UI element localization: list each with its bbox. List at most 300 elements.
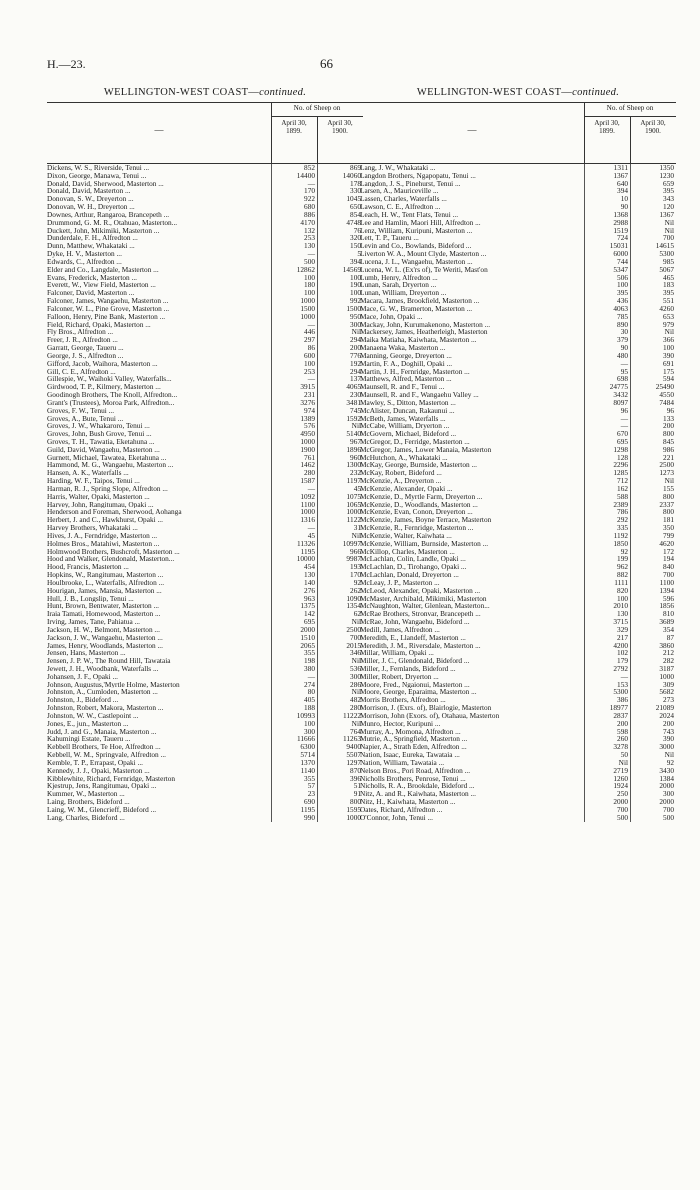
owner-name: McLeay, J. P., Masterton ... <box>360 578 440 587</box>
owner-name: Leach, H. W., Tent Flats, Tenui ... <box>360 210 459 219</box>
page-reference: H.—23. <box>47 57 86 71</box>
page-number: 66 <box>320 56 333 71</box>
owner-name: Dixon, George, Manawa, Tenui ... <box>47 171 147 180</box>
sheep-1900: 869 <box>350 163 361 172</box>
sheep-1900: 1045 <box>346 194 361 204</box>
sheep-1900: 194 <box>663 554 674 564</box>
owner-name: Guild, David, Wangaehu, Masterton ... <box>47 445 160 454</box>
table-row <box>360 782 676 790</box>
sheep-1899: 820 <box>617 585 628 595</box>
table-row <box>47 642 363 650</box>
owner-name: Hood, Francis, Masterton ... <box>47 563 129 572</box>
sheep-1900: 309 <box>663 679 674 689</box>
table-row <box>47 516 363 524</box>
table-row <box>360 735 676 743</box>
owner-name: Downes, Arthur, Rangaroa, Brancepeth ... <box>47 210 170 219</box>
sheep-1899: 130 <box>304 241 315 251</box>
table-row <box>360 430 676 438</box>
table-row <box>47 250 363 258</box>
sheep-1900: 3187 <box>659 664 674 673</box>
sheep-1900: 745 <box>350 405 361 415</box>
sheep-1899: 786 <box>617 507 628 517</box>
sheep-1900: 1065 <box>346 499 361 509</box>
left-rows <box>47 164 363 822</box>
owner-name: McBeth, James, Waterfalls ... <box>360 414 446 423</box>
sheep-1899: 1298 <box>613 444 628 454</box>
sheep-1900: 985 <box>663 256 674 266</box>
sheep-1899: 1316 <box>300 515 315 525</box>
sheep-1900: 221 <box>663 452 674 462</box>
owner-name: Maunsell, R. and F., Wangaehu Valley ... <box>360 391 479 399</box>
sheep-1900: 1197 <box>346 476 361 486</box>
sheep-1900: 286 <box>350 679 361 689</box>
sheep-1899: 886 <box>304 209 315 219</box>
sheep-1900: 845 <box>663 436 674 446</box>
sheep-1900: 2000 <box>659 781 674 791</box>
sheep-1900: 181 <box>663 515 674 525</box>
owner-name: Iraia Tamati, Homewood, Masterton ... <box>47 610 161 619</box>
sheep-1899: 695 <box>304 617 315 627</box>
sheep-1899: 990 <box>304 812 315 822</box>
table-row <box>47 180 363 188</box>
table-row <box>47 688 363 696</box>
sheep-1900: 262 <box>350 585 361 595</box>
sheep-1899: 1370 <box>300 757 315 767</box>
table-row <box>47 321 363 329</box>
table-row <box>360 555 676 563</box>
owner-name: Henderson and Foreman, Sherwood, Aohanga <box>47 508 182 517</box>
owner-name: Medill, James, Alfredton ... <box>360 625 440 634</box>
sheep-1899: 23 <box>307 789 315 799</box>
owner-name: Johansen, J. F., Opaki ... <box>47 672 118 681</box>
sheep-1899: 292 <box>617 515 628 525</box>
sheep-1899: 15031 <box>609 241 628 251</box>
table-row <box>360 195 676 203</box>
sheep-1900: 4620 <box>659 538 674 548</box>
owner-name: Harvey Brothers, Whakataki ... <box>47 524 138 532</box>
table-row <box>47 782 363 790</box>
owner-name: Laing, Brothers, Bideford ... <box>47 798 130 806</box>
sheep-1900: Nil <box>351 617 361 627</box>
table-row <box>47 289 363 297</box>
table-row <box>360 477 676 485</box>
sheep-1900: 966 <box>350 546 361 556</box>
table-row <box>360 407 676 415</box>
table-row <box>360 227 676 235</box>
table-row <box>47 532 363 540</box>
sheep-1899: 8097 <box>613 397 628 407</box>
table-row <box>360 634 676 642</box>
sheep-1899: — <box>307 374 315 384</box>
sheep-1900: 870 <box>350 765 361 775</box>
sheep-1900: Nil <box>351 718 361 728</box>
owner-name: Napier, A., Strath Eden, Alfredton ... <box>360 743 467 752</box>
sheep-1899: 2296 <box>613 460 628 470</box>
table-row <box>360 415 676 423</box>
sheep-1900: 155 <box>663 483 674 493</box>
sheep-1899: 852 <box>304 163 315 172</box>
sheep-1900: 810 <box>663 609 674 619</box>
table-row <box>47 587 363 595</box>
owner-name: Nicholls Brothers, Penrose, Tenui ... <box>360 774 466 783</box>
sheep-1900: Nil <box>664 217 674 227</box>
owner-name: Hood and Walker, Glendonald, Masterton... <box>47 555 175 564</box>
sheep-1899: 3278 <box>613 742 628 752</box>
table-row <box>360 540 676 548</box>
owner-name: Everett, W., View Field, Masterton ... <box>47 281 156 290</box>
owner-name: Meredith, E., Llandeff, Masterton ... <box>360 633 466 642</box>
table-row <box>360 485 676 493</box>
owner-name: Falconer, W. L., Pine Grove, Masterton ... <box>47 304 170 313</box>
sheep-1900: Nil <box>351 687 361 697</box>
sheep-1899: 162 <box>617 483 628 493</box>
sheep-1899: 5714 <box>300 750 315 760</box>
sheep-1899: 3432 <box>613 390 628 400</box>
sheep-1899: 153 <box>617 679 628 689</box>
table-row <box>360 767 676 775</box>
owner-name: McGregor, James, Lower Manaia, Masterton <box>360 445 492 454</box>
owner-name: Kummer, W., Masterton ... <box>47 790 125 799</box>
sheep-1900: 175 <box>663 366 674 376</box>
sheep-1899: — <box>620 671 628 681</box>
owner-name: Hourigan, James, Mansia, Masterton ... <box>47 586 162 595</box>
sheep-1899: 974 <box>304 405 315 415</box>
sheep-1900: 396 <box>350 773 361 783</box>
sheep-1900: 5067 <box>659 264 674 274</box>
sheep-1900: 273 <box>663 695 674 705</box>
sheep-1900: 2500 <box>346 624 361 634</box>
sheep-1899: — <box>307 523 315 533</box>
sheep-1900: 212 <box>663 648 674 658</box>
sheep-1900: 87 <box>666 632 674 642</box>
owner-name: McKillop, Charles, Masterton ... <box>360 547 455 556</box>
table-row <box>360 602 676 610</box>
table-row <box>360 532 676 540</box>
table-row <box>47 548 363 556</box>
sheep-1899: 454 <box>304 562 315 572</box>
sheep-1899: 250 <box>617 789 628 799</box>
owner-name: Johnson, Augustus,'Myrtle Holme, Masterton <box>47 680 180 689</box>
sheep-1900: 2015 <box>346 640 361 650</box>
table-row <box>47 728 363 736</box>
owner-name: Miller, Robert, Dryerton ... <box>360 672 439 681</box>
owner-name: Lumb, Henry, Alfredton ... <box>360 273 438 282</box>
sheep-1900: 979 <box>663 319 674 329</box>
sheep-1900: 9987 <box>346 554 361 564</box>
sheep-1900: 653 <box>663 311 674 321</box>
sheep-1899: 130 <box>617 609 628 619</box>
table-row <box>360 610 676 618</box>
table-row <box>360 720 676 728</box>
table-row <box>47 712 363 720</box>
sheep-1900: 11222 <box>343 710 361 720</box>
sheep-1900: 133 <box>663 413 674 423</box>
owner-name: McMaster, Archibald, Mikimiki, Masterton <box>360 594 487 603</box>
owner-name: O'Connor, John, Tenui ... <box>360 813 433 822</box>
owner-name: Moore, Fred., Ngaionui, Masterton ... <box>360 680 470 689</box>
table-row <box>360 383 676 391</box>
left-table-header <box>47 102 363 164</box>
owner-name: McRae Brothers, Stronvar, Brancepeth ... <box>360 610 481 619</box>
table-row <box>360 688 676 696</box>
sheep-1899: 30 <box>620 327 628 337</box>
table-row <box>47 461 363 469</box>
owner-name: Mace, G. W., Bramerton, Masterton ... <box>360 304 473 313</box>
sheep-1899: 132 <box>304 225 315 235</box>
sheep-1900: 596 <box>663 593 674 603</box>
sheep-1900: 960 <box>350 452 361 462</box>
table-row <box>47 281 363 289</box>
owner-name: Donald, David, Masterton ... <box>47 187 131 196</box>
table-row <box>47 806 363 814</box>
table-row <box>360 743 676 751</box>
sheep-1899: 3915 <box>300 382 315 392</box>
sheep-1899: 10 <box>620 194 628 204</box>
owner-name: Morrison, John (Exors. of), Otahaua, Masterton <box>360 711 500 720</box>
owner-name: McKenzie, William, Burnside, Masterton ... <box>360 539 489 548</box>
table-row <box>47 195 363 203</box>
owner-name: Lee and Hamlin, Maori Hill, Alfredton ... <box>360 218 481 227</box>
sheep-1900: 800 <box>663 429 674 439</box>
owner-name: Field, Richard, Opaki, Masterton ... <box>47 320 151 329</box>
right-header-year-1900: April 30, 1900. <box>640 119 666 135</box>
table-row <box>47 563 363 571</box>
owner-name: Jewett, J. H., Woodbank, Waterfalls ... <box>47 665 159 673</box>
table-row <box>47 657 363 665</box>
owner-name: Nelson Bros., Pori Road, Alfredton ... <box>360 766 471 775</box>
sheep-1900: 330 <box>350 186 361 196</box>
owner-name: James, Henry, Woodlands, Masterton ... <box>47 641 163 650</box>
sheep-1899: 1367 <box>613 170 628 180</box>
table-row <box>47 172 363 180</box>
owner-name: Lucena, W. L. (Ex'rs of), Te Weriti, Mast'on <box>360 265 488 274</box>
sheep-1900: 45 <box>353 483 361 493</box>
sheep-1899: — <box>307 319 315 329</box>
table-row <box>47 383 363 391</box>
sheep-1900: 178 <box>350 178 361 188</box>
sheep-1899: 712 <box>617 476 628 486</box>
sheep-1899: 90 <box>620 343 628 353</box>
table-row <box>47 422 363 430</box>
table-row <box>47 649 363 657</box>
table-row <box>360 618 676 626</box>
sheep-1900: 5140 <box>346 429 361 439</box>
owner-name: Dunderdale, F. H., Alfredton ... <box>47 234 138 243</box>
owner-name: McLachlan, D., Tirohango, Opaki ... <box>360 563 467 572</box>
sheep-1899: 10000 <box>296 554 315 564</box>
table-row <box>47 751 363 759</box>
sheep-1899: 380 <box>304 664 315 673</box>
sheep-1900: 390 <box>663 350 674 360</box>
sheep-1900: 950 <box>350 311 361 321</box>
right-header-dash: — <box>467 125 477 135</box>
sheep-1900: 200 <box>663 421 674 431</box>
sheep-1900: Nil <box>351 656 361 666</box>
owner-name: Lenz, William, Kuripuni, Masterton ... <box>360 226 473 235</box>
sheep-1899: 260 <box>617 734 628 744</box>
sheep-1900: 743 <box>663 726 674 736</box>
table-row <box>360 297 676 305</box>
sheep-1900: 76 <box>353 225 361 235</box>
sheep-1900: 150 <box>350 241 361 251</box>
sheep-1899: 297 <box>304 335 315 345</box>
sheep-1900: Nil <box>351 421 361 431</box>
sheep-1899: 335 <box>617 523 628 533</box>
table-row <box>47 219 363 227</box>
table-row <box>360 493 676 501</box>
sheep-1900: 21089 <box>655 703 674 713</box>
table-row <box>360 328 676 336</box>
owner-name: Jackson, J. W., Wangaehu, Masterton ... <box>47 633 163 642</box>
owner-name: Dunn, Matthew, Whakataki ... <box>47 242 135 251</box>
sheep-1899: 598 <box>617 726 628 736</box>
owner-name: Morrison, J. (Exrs. of), Blairlogie, Masterton <box>360 704 492 712</box>
table-row <box>360 187 676 195</box>
table-row <box>47 501 363 509</box>
table-row <box>47 665 363 673</box>
owner-name: McLeod, Alexander, Opaki, Masterton ... <box>360 586 481 595</box>
sheep-1900: 172 <box>663 546 674 556</box>
sheep-1899: 1111 <box>614 577 628 587</box>
sheep-1900: 992 <box>350 296 361 306</box>
sheep-1900: Nil <box>351 530 361 540</box>
table-row <box>47 571 363 579</box>
sheep-1900: 1354 <box>346 601 361 611</box>
owner-name: Falconer, James, Wangaehu, Masterton ... <box>47 297 169 305</box>
table-row <box>47 673 363 681</box>
sheep-1899: 1389 <box>300 413 315 423</box>
sheep-1900: 4550 <box>659 390 674 400</box>
sheep-1899: 6000 <box>613 249 628 259</box>
sheep-1900: 1230 <box>659 170 674 180</box>
sheep-1899: 405 <box>304 695 315 705</box>
table-row <box>47 767 363 775</box>
sheep-1900: 62 <box>353 609 361 619</box>
table-row <box>360 673 676 681</box>
sheep-1900: 3860 <box>659 640 674 650</box>
sheep-1900: 1384 <box>659 773 674 783</box>
owner-name: Harvey, John, Rangitumau, Opaki ... <box>47 500 154 509</box>
sheep-1900: 5300 <box>659 249 674 259</box>
owner-name: Jensen, Hans, Masterton ... <box>47 649 126 658</box>
table-row <box>360 681 676 689</box>
table-row <box>47 579 363 587</box>
owner-name: Edwards, C., Alfredton ... <box>47 257 122 266</box>
sheep-1899: 100 <box>304 358 315 368</box>
owner-name: Johnston, W. W., Castlepoint ... <box>47 711 139 720</box>
owner-name: McKenzie, D., Myrtle Farm, Dreyerton ... <box>360 492 483 501</box>
owner-name: Mace, John, Opaki ... <box>360 312 423 321</box>
sheep-1900: 10997 <box>342 538 361 548</box>
sheep-1900: 3430 <box>659 765 674 775</box>
owner-name: Morris Brothers, Alfredton ... <box>360 696 446 705</box>
table-row <box>360 305 676 313</box>
table-row <box>47 626 363 634</box>
table-row <box>47 555 363 563</box>
owner-name: Mawley, S., Ditton, Masterton ... <box>360 398 456 407</box>
owner-name: Donovan, W. H., Dreyerton ... <box>47 203 135 211</box>
owner-name: McKay, Robert, Bideford ... <box>360 469 442 478</box>
sheep-1899: 130 <box>304 570 315 580</box>
sheep-1900: 350 <box>663 523 674 533</box>
sheep-1900: 1300 <box>346 460 361 470</box>
table-row <box>47 360 363 368</box>
sheep-1899: 45 <box>307 530 315 540</box>
sheep-1900: 1350 <box>659 163 674 172</box>
sheep-1899: 2000 <box>613 797 628 807</box>
owner-name: Millar, William, Opaki ... <box>360 649 434 658</box>
sheep-1900: 854 <box>350 209 361 219</box>
table-row <box>47 336 363 344</box>
sheep-1900: 300 <box>663 789 674 799</box>
table-row <box>360 626 676 634</box>
sheep-1899: 253 <box>304 233 315 243</box>
sheep-1899: 100 <box>617 593 628 603</box>
owner-name: McAlister, Duncan, Rakaunui ... <box>360 406 455 415</box>
owner-name: Martin, J. H., Fernridge, Masterton ... <box>360 367 470 376</box>
sheep-1900: 4065 <box>346 382 361 392</box>
sheep-1899: 1000 <box>300 507 315 517</box>
table-row <box>360 313 676 321</box>
table-row <box>47 704 363 712</box>
sheep-1900: 192 <box>350 358 361 368</box>
sheep-1899: 2389 <box>613 499 628 509</box>
table-row <box>360 501 676 509</box>
sheep-1900: 282 <box>663 656 674 666</box>
owner-name: Herbert, J. and C., Hawkhurst, Opaki ... <box>47 516 163 525</box>
sheep-1900: 11263 <box>343 734 361 744</box>
owner-name: Dyke, H. V., Masterton ... <box>47 250 122 258</box>
owner-name: Harding, W. F., Taipos, Tenui ... <box>47 477 140 485</box>
sheep-1899: 11666 <box>297 734 315 744</box>
sheep-1900: 1090 <box>346 593 361 603</box>
sheep-1899: 698 <box>617 374 628 384</box>
owner-name: Elder and Co., Langdale, Masterton ... <box>47 265 159 274</box>
owner-name: Liverton W. A., Mount Clyde, Masterton ... <box>360 250 487 258</box>
table-row <box>360 266 676 274</box>
owner-name: Johnston, A., Cumloden, Masterton ... <box>47 688 158 697</box>
table-row <box>360 704 676 712</box>
owner-name: Garratt, George, Taueru ... <box>47 344 124 352</box>
right-column-title <box>360 86 676 100</box>
table-row <box>47 798 363 806</box>
owner-name: Falconer, David, Masterton ... <box>47 289 135 298</box>
sheep-1900: 280 <box>350 703 361 713</box>
owner-name: Lett, T. P., Taueru ... <box>360 234 419 243</box>
sheep-1900: 799 <box>663 530 674 540</box>
sheep-1899: 600 <box>304 350 315 360</box>
owner-name: McNaughton, Walter, Glenlean, Masterton... <box>360 602 490 611</box>
sheep-1899: 274 <box>304 679 315 689</box>
sheep-1899: 100 <box>617 280 628 290</box>
table-row <box>47 485 363 493</box>
table-row <box>360 454 676 462</box>
owner-name: Mackay, John, Kurumakenono, Masterton ... <box>360 320 491 329</box>
sheep-1899: 12862 <box>296 264 315 274</box>
table-row <box>47 407 363 415</box>
table-row <box>360 211 676 219</box>
owner-name: Hopkins, W., Rangitumau, Masterton ... <box>47 571 164 579</box>
owner-name: Lucena, J. L., Wangaehu, Masterton ... <box>360 257 473 266</box>
sheep-1899: 280 <box>304 468 315 478</box>
sheep-1900: 390 <box>663 734 674 744</box>
table-row <box>47 438 363 446</box>
owner-name: Martin, F. A., Doghill, Opaki ... <box>360 359 453 368</box>
sheep-1900: 482 <box>350 695 361 705</box>
table-row <box>47 203 363 211</box>
sheep-1900: 343 <box>663 194 674 204</box>
sheep-1899: — <box>620 413 628 423</box>
